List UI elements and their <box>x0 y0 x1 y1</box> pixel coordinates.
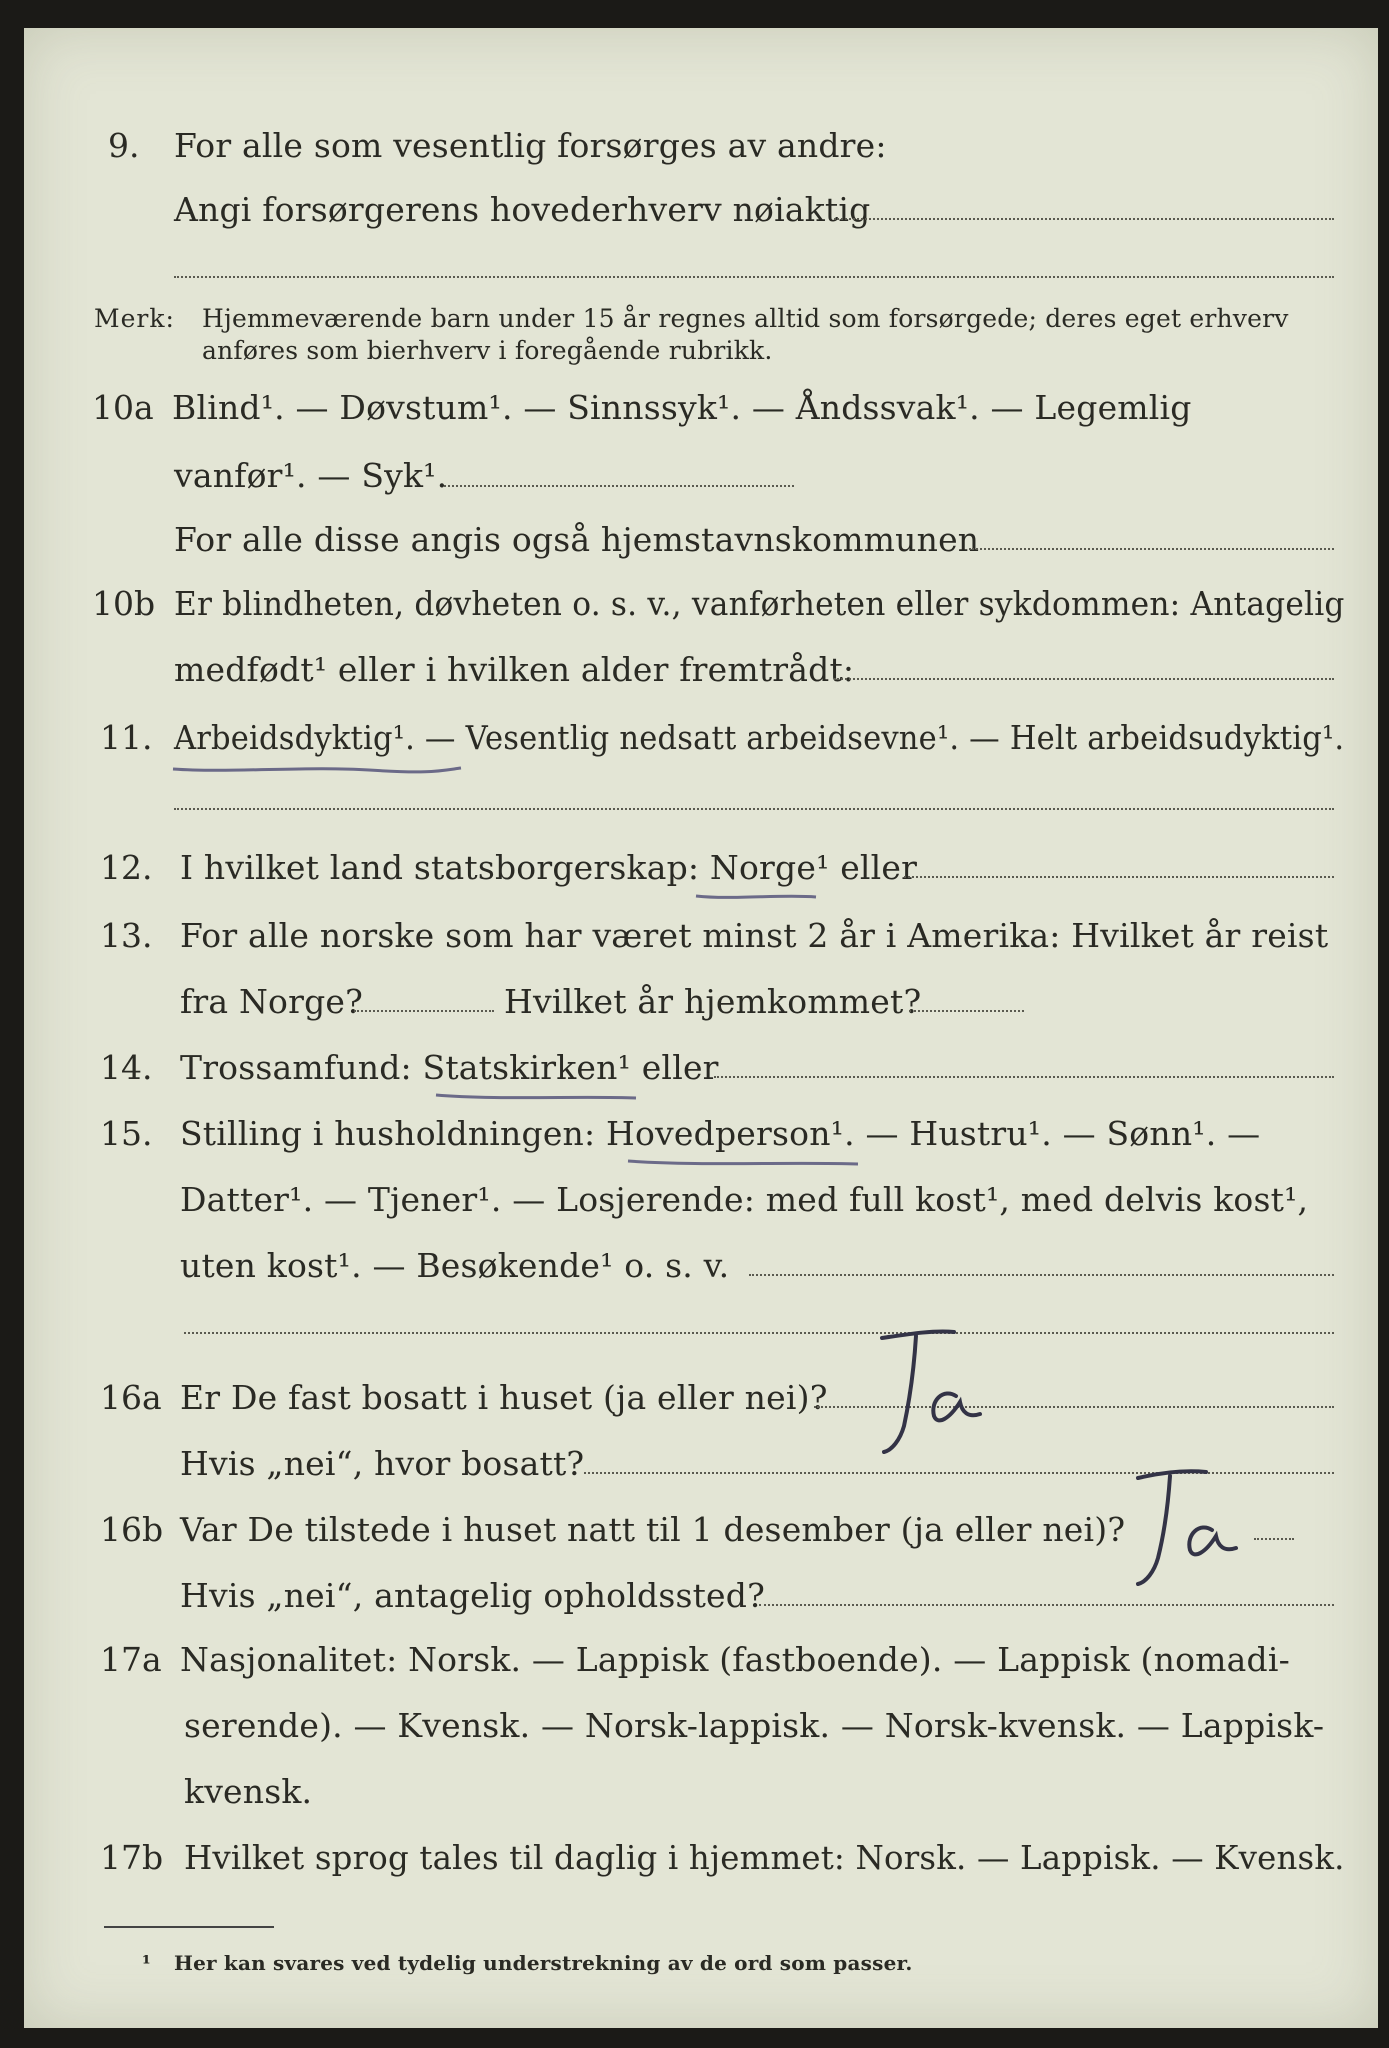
q9-line2: Angi forsørgerens hovederhverv nøiaktig <box>174 190 871 229</box>
q11-underline-mark <box>169 762 469 776</box>
q15-answer-line[interactable] <box>749 1274 1334 1276</box>
q10b-line2: medfødt¹ eller i hvilken alder fremtrådt: <box>174 650 855 689</box>
q17b-line1: Hvilket sprog tales til daglig i hjemmet: Norsk. — Lappisk. — Kvensk. <box>184 1838 1345 1877</box>
q10a-answer-line2[interactable] <box>969 548 1334 550</box>
q14-answer-line[interactable] <box>714 1076 1334 1078</box>
footnote-rule <box>104 1926 274 1928</box>
q13-line2a: fra Norge? <box>180 982 364 1021</box>
q17a-number: 17a <box>100 1640 162 1679</box>
q10a-number: 10a <box>92 388 154 427</box>
q9-number: 9. <box>108 126 140 165</box>
q17a-line1: Nasjonalitet: Norsk. — Lappisk (fastboende). — Lappisk (nomadi- <box>180 1640 1290 1679</box>
q16b-line2: Hvis „nei“, antagelig opholdssted? <box>180 1576 765 1615</box>
svg-text:Ja: Ja <box>1124 1458 1125 1459</box>
census-form-page <box>24 28 1378 2028</box>
q16b-answer-line[interactable] <box>1254 1538 1294 1540</box>
q17a-line2: serende). — Kvensk. — Norsk-lappisk. — Norsk-kvensk. — Lappisk- <box>184 1706 1325 1745</box>
q16a-handwritten-ja <box>864 1318 1034 1468</box>
q10b-answer-line[interactable] <box>834 678 1334 680</box>
q16b-handwritten-ja <box>1124 1458 1274 1598</box>
q13-line2b: Hvilket år hjemkommet? <box>504 982 922 1021</box>
q13-hjemkommet-answer-line[interactable] <box>909 1010 1024 1012</box>
merk-line2: anføres som bierhverv i foregående rubrikk. <box>202 336 773 365</box>
footnote-text: Her kan svares ved tydelig understrekning av de ord som passer. <box>174 1951 913 1975</box>
q11-line1: Arbeidsdyktig¹. — Vesentlig nedsatt arbeidsevne¹. — Helt arbeidsudyktig¹. <box>174 718 1345 757</box>
q12-number: 12. <box>100 848 153 887</box>
footnote-mark: ¹ <box>142 1951 151 1975</box>
q11-answer-line[interactable] <box>174 808 1334 810</box>
q16b-number: 16b <box>100 1510 164 1549</box>
merk-line1: Hjemmeværende barn under 15 år regnes alltid som forsørgede; deres eget erhverv <box>202 304 1289 333</box>
q16b-opholdssted-answer-line[interactable] <box>759 1604 1334 1606</box>
q15-answer-line2[interactable] <box>184 1332 1334 1334</box>
q10a-line3: For alle disse angis også hjemstavnskommunen <box>174 520 980 559</box>
q12-answer-line[interactable] <box>904 876 1334 878</box>
q10b-line1: Er blindheten, døvheten o. s. v., vanførheten eller sykdommen: Antagelig <box>174 584 1345 623</box>
q15-line3: uten kost¹. — Besøkende¹ o. s. v. <box>180 1246 730 1285</box>
q16a-line1: Er De fast bosatt i huset (ja eller nei)? <box>180 1378 828 1417</box>
q17a-line3: kvensk. <box>184 1772 313 1811</box>
svg-text:Ja: Ja <box>864 1318 865 1319</box>
q12-line1: I hvilket land statsborgerskap: Norge¹ eller <box>180 848 918 887</box>
q9-answer-line2[interactable] <box>174 276 1334 278</box>
q16a-line2: Hvis „nei“, hvor bosatt? <box>180 1444 585 1483</box>
merk-label: Merk: <box>94 304 175 333</box>
q15-line1: Stilling i husholdningen: Hovedperson¹. — Hustru¹. — Sønn¹. — <box>180 1114 1261 1153</box>
q13-line1: For alle norske som har været minst 2 år i Amerika: Hvilket år reist <box>180 916 1329 955</box>
q15-line2: Datter¹. — Tjener¹. — Losjerende: med full kost¹, med delvis kost¹, <box>180 1180 1309 1219</box>
q10a-line1: Blind¹. — Døvstum¹. — Sinnssyk¹. — Åndssvak¹. — Legemlig <box>172 388 1192 427</box>
q13-reist-answer-line[interactable] <box>354 1010 494 1012</box>
q15-underline-mark <box>624 1156 864 1170</box>
q12-underline-mark <box>692 890 822 904</box>
q16b-line1: Var De tilstede i huset natt til 1 desember (ja eller nei)? <box>180 1510 1126 1549</box>
q14-underline-mark <box>432 1090 642 1104</box>
q17b-number: 17b <box>100 1838 164 1877</box>
q16a-number: 16a <box>100 1378 162 1417</box>
q9-answer-line[interactable] <box>834 218 1334 220</box>
q13-number: 13. <box>100 916 153 955</box>
q9-line1: For alle som vesentlig forsørges av andre: <box>174 126 887 165</box>
q10a-answer-line[interactable] <box>444 485 794 487</box>
q11-number: 11. <box>100 718 153 757</box>
q15-number: 15. <box>100 1114 153 1153</box>
q14-number: 14. <box>100 1048 153 1087</box>
q14-line1: Trossamfund: Statskirken¹ eller <box>180 1048 719 1087</box>
q10a-line2: vanfør¹. — Syk¹. <box>174 456 448 495</box>
q10b-number: 10b <box>92 584 156 623</box>
